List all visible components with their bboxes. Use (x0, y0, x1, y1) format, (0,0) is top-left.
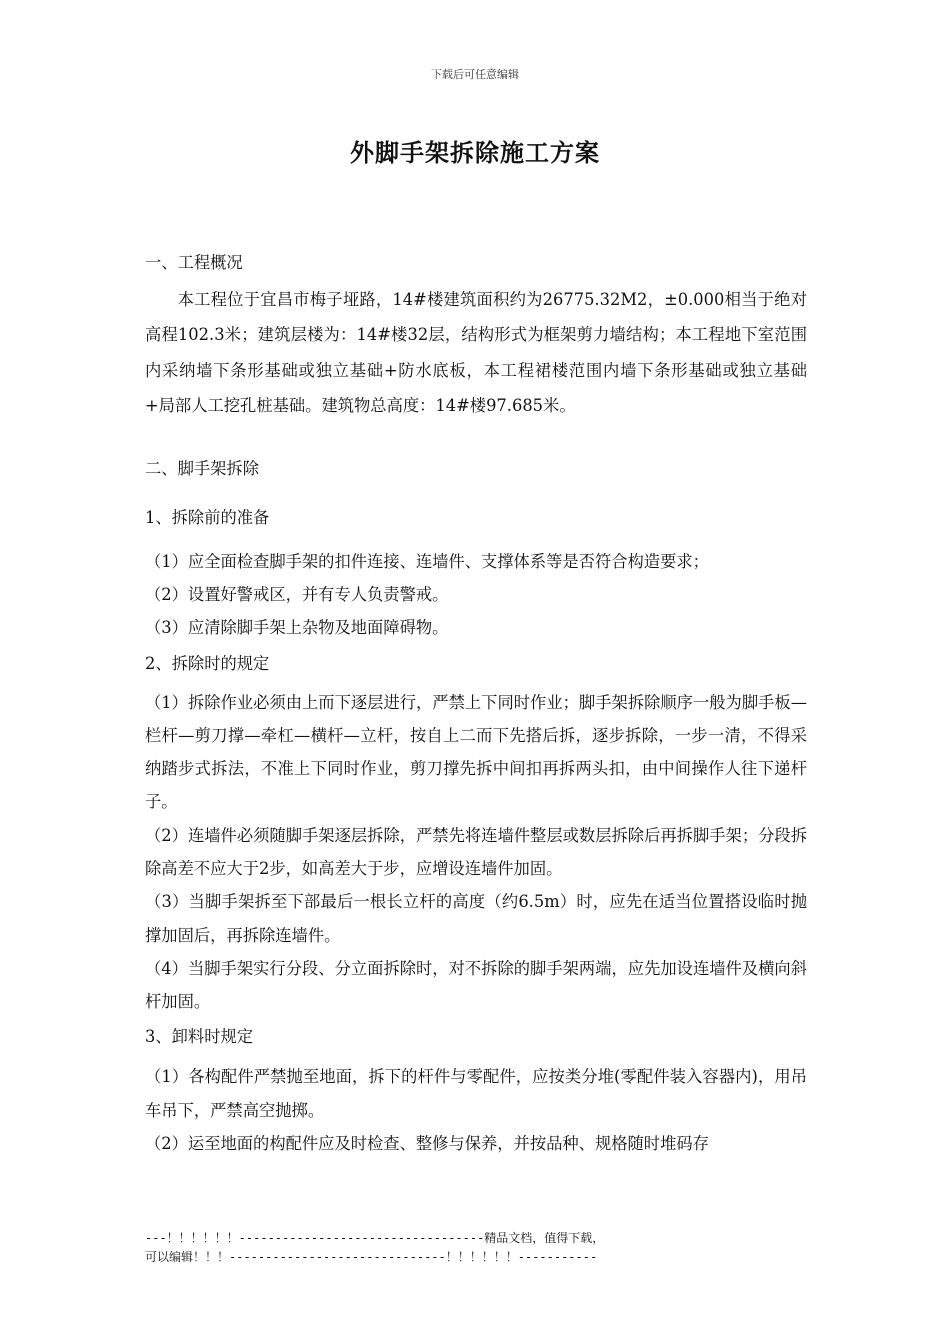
subsection-heading-preparation: 1、拆除前的准备 (145, 507, 270, 527)
subsection-heading-rules: 2、拆除时的规定 (145, 653, 270, 673)
preparation-item: （2）设置好警戒区，并有专人负责警戒。 (145, 584, 449, 604)
document-title: 外脚手架拆除施工方案 (350, 139, 600, 167)
subsection-heading-unloading: 3、卸料时规定 (145, 1027, 254, 1047)
rules-item: （1）拆除作业必须由上而下逐层进行，严禁上下同时作业；脚手架拆除顺序一般为脚手板—栏杆—剪刀撑—牵杠—横杆—立杆，按自上二而下先搭后拆，逐步拆除，一步一清，不得采纳踏步式拆法，不准上下同时作业，剪刀撑先拆中间扣再拆两头扣，由中间操作人往下递杆子。 (145, 692, 807, 812)
overview-paragraph: 本工程位于宜昌市梅子垭路，14#楼建筑面积约为26775.32M2，±0.000相当于绝对高程102.3米；建筑层楼为：14#楼32层，结构形式为框架剪力墙结构；本工程地下室范围内采纳墙下条形基础或独立基础+防水底板，本工程裙楼范围内墙下条形基础或独立基础+局部人工挖孔桩基础。建筑物总高度：14#楼97.685米。 (145, 290, 807, 416)
rules-item: （3）当脚手架拆至下部最后一根长立杆的高度（约6.5m）时，应先在适当位置搭设临时抛撑加固后，再拆除连墙件。 (145, 892, 807, 945)
preparation-item: （1）应全面检查脚手架的扣件连接、连墙件、支撑体系等是否符合构造要求； (145, 551, 709, 571)
unloading-item: （2）运至地面的构配件应及时检查、整修与保养，并按品种、规格随时堆码存 (145, 1134, 709, 1154)
rules-item: （4）当脚手架实行分段、分立面拆除时，对不拆除的脚手架两端，应先加设连墙件及横向斜杆加固。 (145, 958, 807, 1012)
document-body (145, 249, 807, 1160)
footer-note: ---！！！！！！----------------------------------精品文档，值得下载，可以编辑！！！------------------------------！！！！！！----------- (145, 1231, 605, 1264)
rules-item: （2）连墙件必须随脚手架逐层拆除，严禁先将连墙件整层或数层拆除后再拆脚手架；分段拆除高差不应大于2步，如高差大于步，应增设连墙件加固。 (145, 825, 807, 878)
unloading-item: （1）各构配件严禁抛至地面，拆下的杆件与零配件，应按类分堆(零配件装入容器内)，用吊车吊下，严禁高空抛掷。 (145, 1067, 807, 1120)
preparation-item: （3）应清除脚手架上杂物及地面障碍物。 (145, 618, 449, 638)
section-heading-dismantling: 二、脚手架拆除 (145, 458, 259, 478)
header-note: 下载后可任意编辑 (431, 68, 519, 81)
section-heading-overview: 一、工程概况 (145, 253, 243, 272)
